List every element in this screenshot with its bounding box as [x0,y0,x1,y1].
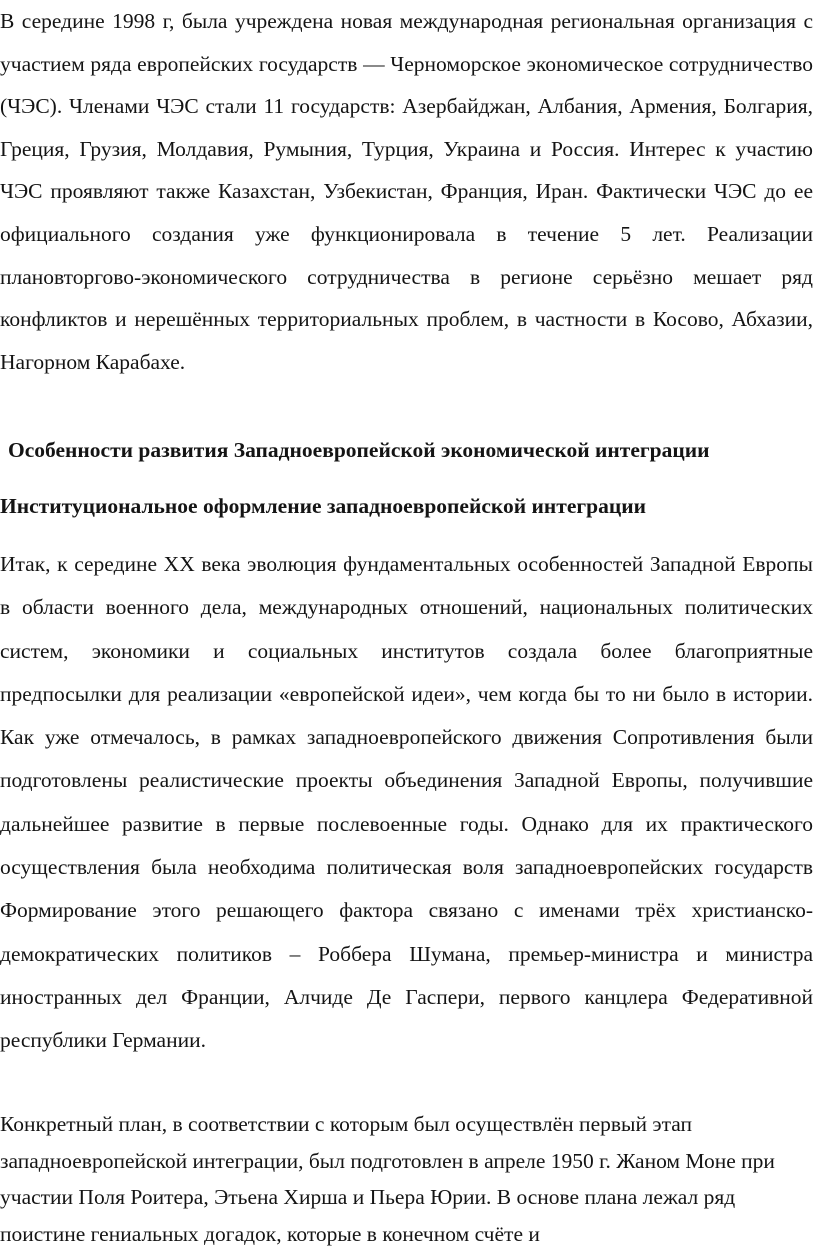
section-heading: Особенности развития Западноевропейской экономической интеграции [8,438,710,462]
subsection-heading: Институциональное оформление западноевропейской интеграции [0,494,647,518]
paragraph-monnet-plan: Конкретный план, в соответствии с которым был осуществлён первый этап западноевропейской интеграции, был подготовлен в апреле 1950 г. Жаном Моне при участии Поля Роитера, Этьена Хирша и Пьера Юрии. В основе плана лежал ряд поистине гениальных догадок, которые в конечном счёте и [0,1112,775,1246]
paragraph-bses: В середине 1998 г, была учреждена новая международная региональная организация с участием ряда европейских государств — Черноморское экономическое сотрудничество (ЧЭС). Членами ЧЭС стали 11 государств: Азербайджан, Албания, Армения, Болгария, Греция, Грузия, Молдавия, Румыния, Турция, Украина и Россия. Интерес к участию ЧЭС проявляют также Казахстан, Узбекистан, Франция, Иран. Фактически ЧЭС до ее официального создания уже функционировала в течение 5 лет. Реализации плановторгово-экономического сотрудничества в регионе серьёзно мешает ряд конфликтов и нерешённых территориальных проблем, в частности в Косово, Абхазии, Нагорном Карабахе. [0,9,813,374]
paragraph-postwar: Итак, к середине XX века эволюция фундаментальных особенностей Западной Европы в области военного дела, международных отношений, национальных политических систем, экономики и социальных институтов создала более благоприятные предпосылки для реализации «европейской идеи», чем когда бы то ни было в истории. Как уже отмечалось, в рамках западноевропейского движения Сопротивления были подготовлены реалистические проекты объединения Западной Европы, получившие дальнейшее развитие в первые послевоенные годы. Однако для их практического осуществления была необходима политическая воля западноевропейских государств Формирование этого решающего фактора связано с именами трёх христианско-демократических политиков – Роббера Шумана, премьер-министра и министра иностранных дел Франции, Алчиде Де Гаспери, первого канцлера Федеративной республики Германии. [0,552,813,1053]
